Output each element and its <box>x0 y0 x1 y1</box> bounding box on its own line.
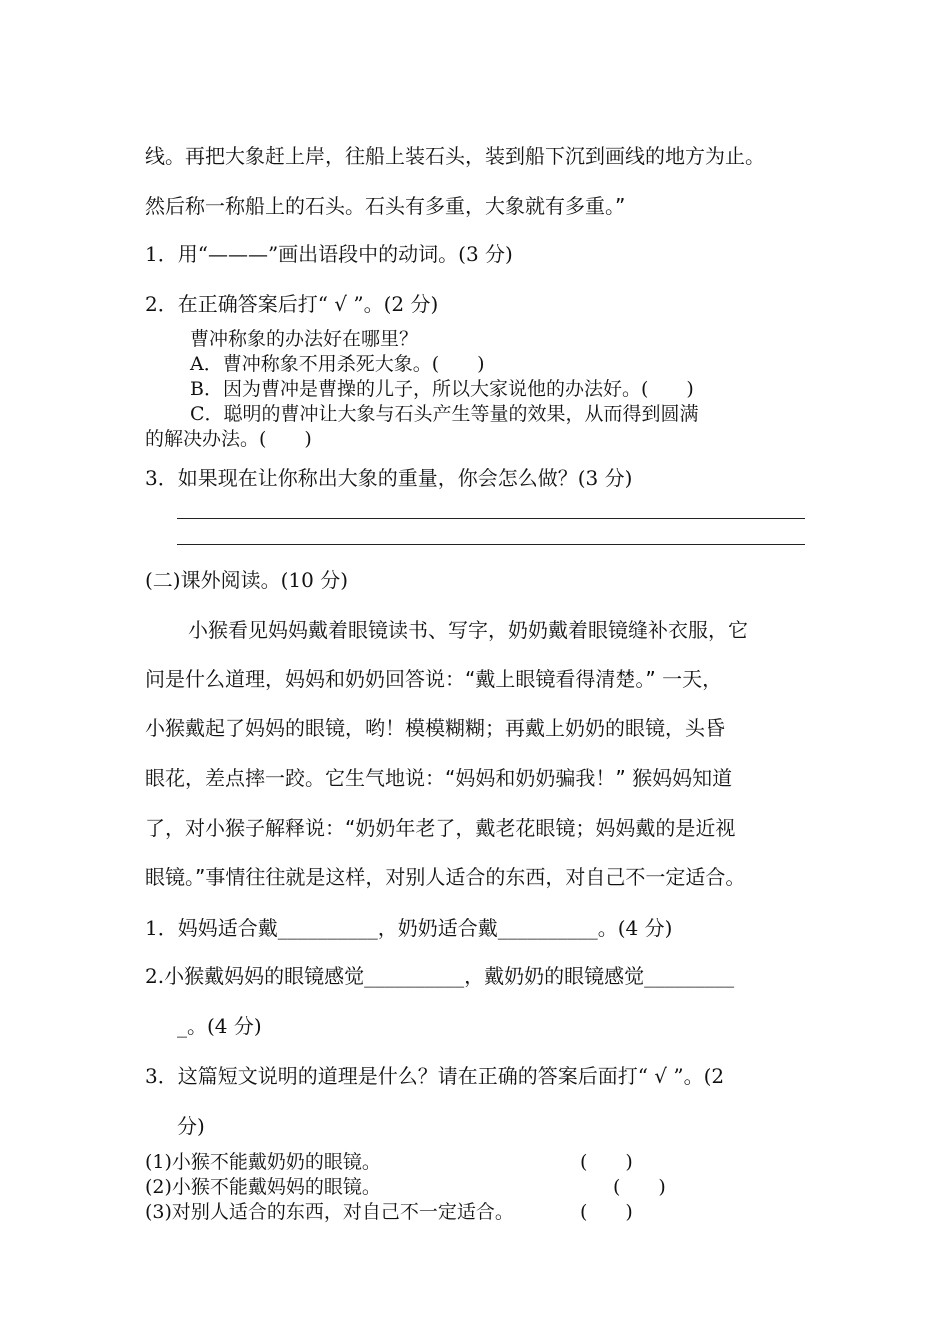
passage1-line1: 线。再把大象赶上岸，往船上装石头，装到船下沉到画线的地方为止。 <box>145 144 765 168</box>
reading-line-5: 了，对小猴子解释说：“奶奶年老了，戴老花眼镜；妈妈戴的是近视 <box>145 816 736 840</box>
reading-line-2: 问是什么道理，妈妈和奶奶回答说：“戴上眼镜看得清楚。” 一天， <box>145 667 723 691</box>
passage1-line2: 然后称一称船上的石头。石头有多重，大象就有多重。” <box>145 194 626 218</box>
section-2-question-3-line2: 分) <box>177 1114 205 1138</box>
section-2-option-3: (3)对别人适合的东西，对自己不一定适合。 <box>145 1201 514 1223</box>
section-2-option-2: (2)小猴不能戴妈妈的眼镜。 <box>145 1176 381 1198</box>
question-3: 3．如果现在让你称出大象的重量，你会怎么做？(3 分) <box>145 466 633 490</box>
section-2-title: (二)课外阅读。(10 分) <box>145 568 349 592</box>
section-2-question-1: 1．妈妈适合戴__________，奶奶适合戴__________。(4 分) <box>145 916 673 940</box>
section-2-option-3-answer: ( ) <box>580 1201 633 1223</box>
section-2-option-1-answer: ( ) <box>580 1151 633 1173</box>
question-1: 1．用“———”画出语段中的动词。(3 分) <box>145 242 513 266</box>
question-2-prompt: 2．在正确答案后打“ √ ”。(2 分) <box>145 292 439 316</box>
question-2-option-b: B．因为曹冲是曹操的儿子，所以大家说他的办法好。( ) <box>190 378 694 400</box>
question-2-option-c-line2: 的解决办法。( ) <box>145 428 312 450</box>
section-2-option-1: (1)小猴不能戴奶奶的眼镜。 <box>145 1151 381 1173</box>
reading-line-4: 眼花，差点摔一跤。它生气地说：“妈妈和奶奶骗我！” 猴妈妈知道 <box>145 766 733 790</box>
section-2-question-2-line2: _。(4 分) <box>177 1014 262 1038</box>
reading-line-6: 眼镜。”事情往往就是这样，对别人适合的东西，对自己不一定适合。 <box>145 865 746 889</box>
question-2-stem: 曹冲称象的办法好在哪里？ <box>190 328 419 350</box>
section-2-question-3-line1: 3．这篇短文说明的道理是什么？请在正确的答案后面打“ √ ”。(2 <box>145 1064 725 1088</box>
answer-line-2 <box>177 544 805 545</box>
reading-line-1: 小猴看见妈妈戴着眼镜读书、写字，奶奶戴着眼镜缝补衣服，它 <box>188 618 748 642</box>
question-2-option-c-line1: C．聪明的曹冲让大象与石头产生等量的效果，从而得到圆满 <box>190 403 699 425</box>
section-2-question-2-line1: 2.小猴戴妈妈的眼镜感觉__________，戴奶奶的眼镜感觉_________ <box>145 964 735 988</box>
section-2-option-2-answer: ( ) <box>613 1176 666 1198</box>
answer-line-1 <box>177 518 805 519</box>
question-2-option-a: A．曹冲称象不用杀死大象。( ) <box>190 353 485 375</box>
reading-line-3: 小猴戴起了妈妈的眼镜，哟！模模糊糊；再戴上奶奶的眼镜，头昏 <box>145 716 725 740</box>
